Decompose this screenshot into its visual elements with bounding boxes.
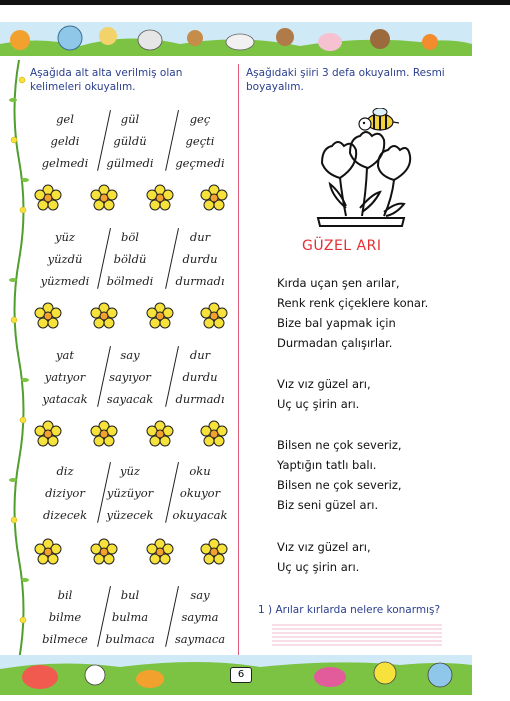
flower-icon xyxy=(200,420,228,448)
word-cell: bulma xyxy=(111,610,149,624)
word-cell: geldi xyxy=(50,134,80,148)
poem-line: Vız vız güzel arı, xyxy=(277,377,371,391)
flower-row xyxy=(34,420,234,448)
word-cell: bul xyxy=(120,588,140,602)
flower-icon xyxy=(146,184,174,212)
word-cell: güldü xyxy=(113,134,147,148)
word-cell: yat xyxy=(56,348,74,362)
word-group xyxy=(30,226,235,294)
word-cell: gülmedi xyxy=(106,156,154,170)
word-cell: yatıyor xyxy=(44,370,86,384)
poem-line: Biz seni güzel arı. xyxy=(277,498,379,512)
word-cell: yüz xyxy=(120,464,140,478)
flower-icon xyxy=(34,420,62,448)
question-1: 1 ) Arılar kırlarda nelere konarmış? xyxy=(258,604,441,616)
flower-icon xyxy=(34,302,62,330)
word-cell: saymaca xyxy=(174,632,226,646)
flower-icon xyxy=(90,302,118,330)
word-cell: say xyxy=(190,588,210,602)
word-cell: sayma xyxy=(181,610,219,624)
word-cell: böldü xyxy=(113,252,147,266)
left-instruction: Aşağıda alt alta verilmiş olan kelimeleri okuyalım. xyxy=(30,67,183,93)
flower-row xyxy=(34,538,234,566)
word-cell: durdu xyxy=(182,252,218,266)
flower-icon xyxy=(34,538,62,566)
poem-title: GÜZEL ARI xyxy=(302,238,382,254)
word-cell: geçti xyxy=(185,134,215,148)
poem-line: Bilsen ne çok severiz, xyxy=(277,478,402,492)
flower-icon xyxy=(146,420,174,448)
word-cell: bilmece xyxy=(42,632,88,646)
word-group xyxy=(30,344,235,412)
poem-line: Kırda uçan şen arılar, xyxy=(277,276,400,290)
word-cell: bulmaca xyxy=(105,632,155,646)
flower-icon xyxy=(200,538,228,566)
word-group xyxy=(30,460,235,528)
word-cell: dur xyxy=(189,348,211,362)
word-cell: yüzmedi xyxy=(40,274,90,288)
flower-icon xyxy=(34,184,62,212)
answer-writing-lines[interactable] xyxy=(272,623,442,649)
word-group xyxy=(30,108,235,176)
flower-icon xyxy=(90,184,118,212)
word-cell: yüzüyor xyxy=(106,486,154,500)
word-cell: oku xyxy=(189,464,211,478)
column-divider xyxy=(238,64,239,656)
flower-icon xyxy=(146,538,174,566)
bee-tulip-illustration xyxy=(300,108,420,233)
word-cell: yüzecek xyxy=(106,508,154,522)
flower-row xyxy=(34,302,234,330)
word-cell: geçmedi xyxy=(175,156,225,170)
word-cell: okuyor xyxy=(179,486,221,500)
flower-row xyxy=(34,184,234,212)
poem-line: Renk renk çiçeklere konar. xyxy=(277,296,429,310)
word-cell: sayıyor xyxy=(109,370,151,384)
flower-vine-border xyxy=(8,60,30,660)
poem-line: Uç uç şirin arı. xyxy=(277,560,360,574)
word-cell: durmadı xyxy=(175,274,225,288)
page-number: 6 xyxy=(230,667,252,683)
word-cell: say xyxy=(120,348,140,362)
word-cell: durdu xyxy=(182,370,218,384)
poem-line: Bize bal yapmak için xyxy=(277,316,396,330)
word-cell: geç xyxy=(189,112,211,126)
poem-line: Uç uç şirin arı. xyxy=(277,397,360,411)
poem-line: Vız vız güzel arı, xyxy=(277,540,371,554)
word-cell: yüzdü xyxy=(47,252,83,266)
word-cell: bil xyxy=(57,588,73,602)
word-cell: diziyor xyxy=(45,486,85,500)
flower-icon xyxy=(146,302,174,330)
word-cell: sayacak xyxy=(106,392,154,406)
word-cell: bilme xyxy=(48,610,82,624)
poem-line: Durmadan çalışırlar. xyxy=(277,336,393,350)
word-cell: böl xyxy=(121,230,139,244)
top-animal-banner xyxy=(0,22,472,56)
word-cell: dizecek xyxy=(42,508,88,522)
flower-icon xyxy=(200,302,228,330)
word-cell: gelmedi xyxy=(41,156,89,170)
word-group xyxy=(30,584,235,652)
top-edge-strip xyxy=(0,0,510,5)
poem-line: Yaptığın tatlı balı. xyxy=(277,458,377,472)
word-cell: durmadı xyxy=(175,392,225,406)
word-cell: okuyacak xyxy=(172,508,228,522)
flower-icon xyxy=(90,538,118,566)
right-instruction: Aşağıdaki şiiri 3 defa okuyalım. Resmi boyayalım. xyxy=(246,67,445,93)
word-cell: dur xyxy=(189,230,211,244)
word-cell: gül xyxy=(120,112,140,126)
word-cell: diz xyxy=(56,464,74,478)
word-cell: yatacak xyxy=(42,392,88,406)
poem-line: Bilsen ne çok severiz, xyxy=(277,438,402,452)
word-cell: bölmedi xyxy=(106,274,154,288)
word-cell: yüz xyxy=(55,230,75,244)
flower-icon xyxy=(90,420,118,448)
word-cell: gel xyxy=(56,112,74,126)
flower-icon xyxy=(200,184,228,212)
